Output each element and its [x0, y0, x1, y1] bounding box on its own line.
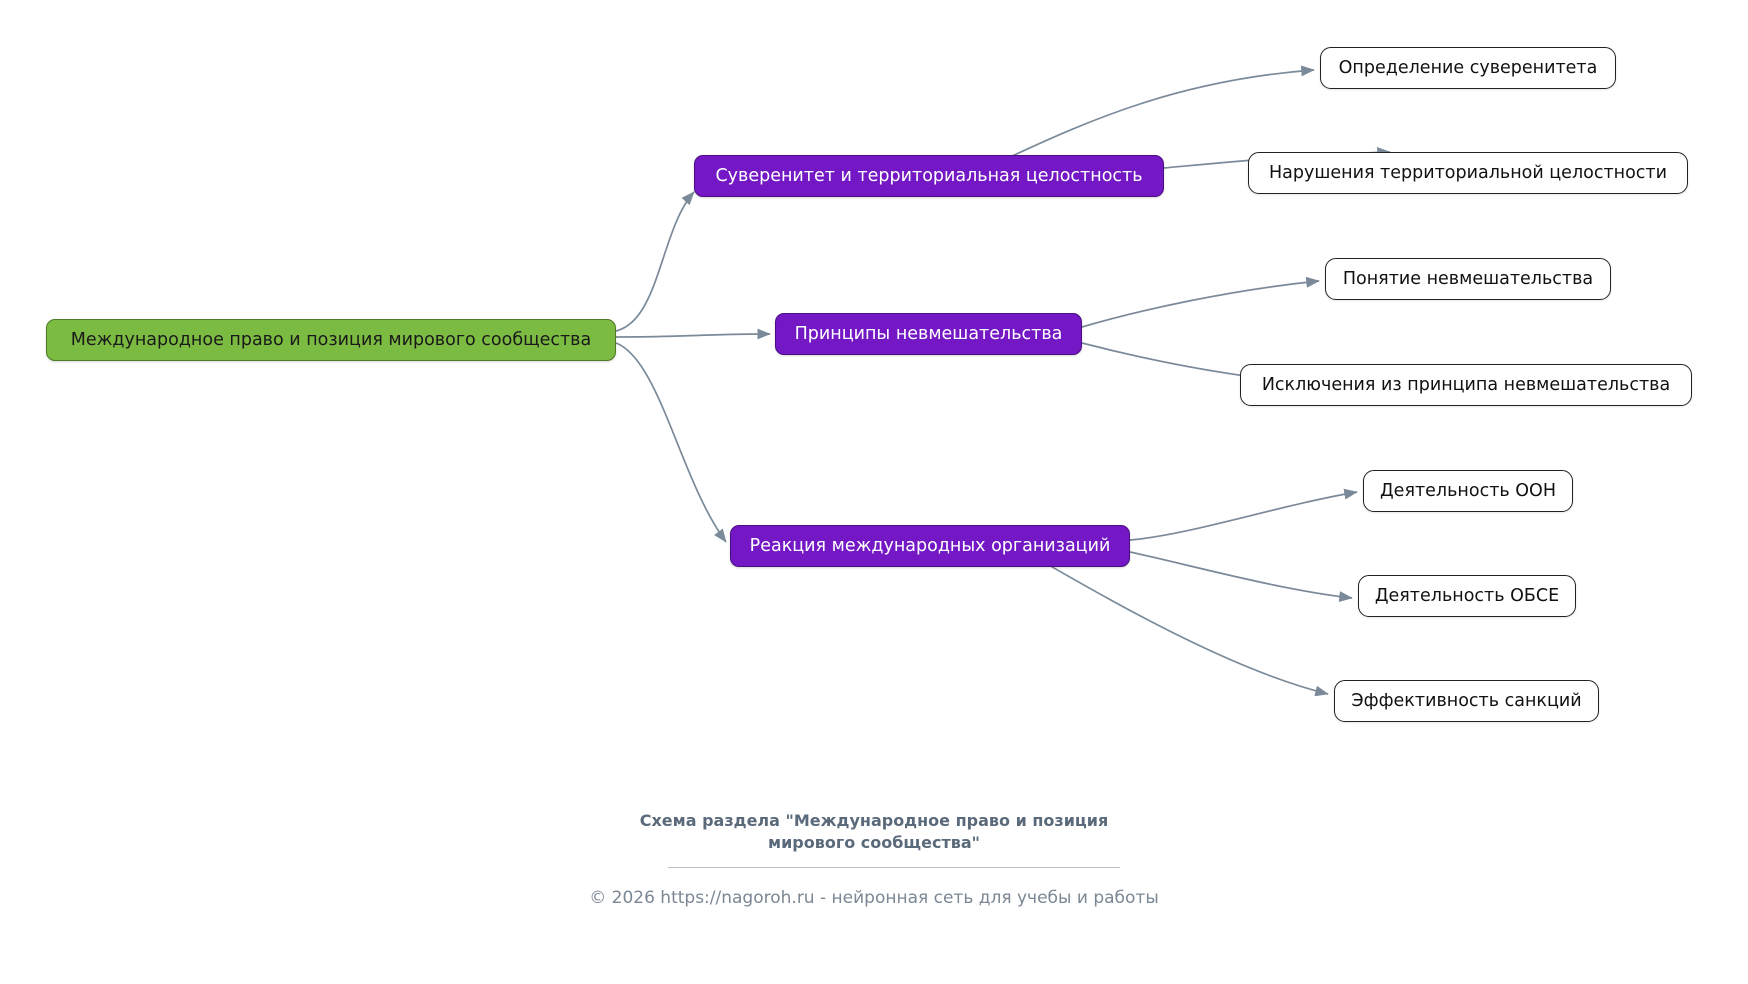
node-leaf-noninterference-exceptions-label: Исключения из принципа невмешательства — [1261, 374, 1671, 395]
node-leaf-osce-activity[interactable] — [1358, 575, 1576, 617]
node-leaf-noninterference-concept[interactable] — [1325, 258, 1611, 300]
node-branch-international-organizations-label: Реакция международных организаций — [749, 535, 1111, 556]
node-leaf-un-activity[interactable] — [1363, 470, 1573, 512]
node-branch-noninterference-label: Принципы невмешательства — [794, 323, 1063, 344]
node-leaf-sovereignty-definition-label: Определение суверенитета — [1338, 57, 1598, 78]
diagram-caption-line-2: мирового сообщества" — [768, 832, 980, 852]
diagram-caption-line-1: Схема раздела "Международное право и позиция — [639, 811, 1109, 830]
node-branch-international-organizations[interactable] — [730, 525, 1130, 567]
node-branch-sovereignty[interactable] — [694, 155, 1164, 197]
node-leaf-sanctions-effectiveness-label: Эффективность санкций — [1351, 690, 1582, 711]
node-leaf-sanctions-effectiveness[interactable] — [1334, 680, 1599, 722]
edge-branch-2-to-leaf-1 — [1082, 281, 1319, 327]
edge-branch-3-to-leaf-3 — [1040, 560, 1328, 694]
node-leaf-sovereignty-definition[interactable] — [1320, 47, 1616, 89]
edge-root-to-branch-2 — [616, 334, 770, 337]
node-leaf-un-activity-label: Деятельность ООН — [1380, 480, 1556, 501]
node-leaf-noninterference-concept-label: Понятие невмешательства — [1342, 268, 1594, 289]
node-root[interactable] — [46, 319, 616, 361]
edge-branch-3-to-leaf-2 — [1130, 552, 1352, 598]
node-leaf-territorial-violations-label: Нарушения территориальной целостности — [1269, 162, 1667, 183]
caption-divider — [668, 867, 1120, 868]
node-branch-sovereignty-label: Суверенитет и территориальная целостность — [715, 165, 1143, 186]
edge-branch-1-to-leaf-1 — [1010, 70, 1314, 157]
edge-root-to-branch-3 — [616, 343, 726, 542]
diagram-caption — [0, 810, 1748, 853]
node-root-label: Международное право и позиция мирового сообщества — [70, 329, 592, 350]
footer-text: © 2026 https://nagoroh.ru - нейронная сеть для учебы и работы — [589, 888, 1159, 908]
edge-root-to-branch-1 — [616, 192, 694, 331]
node-leaf-noninterference-exceptions[interactable] — [1240, 364, 1692, 406]
node-leaf-osce-activity-label: Деятельность ОБСЕ — [1374, 585, 1560, 606]
node-branch-noninterference[interactable] — [775, 313, 1082, 355]
edge-branch-3-to-leaf-1 — [1130, 492, 1357, 540]
node-leaf-territorial-violations[interactable] — [1248, 152, 1688, 194]
